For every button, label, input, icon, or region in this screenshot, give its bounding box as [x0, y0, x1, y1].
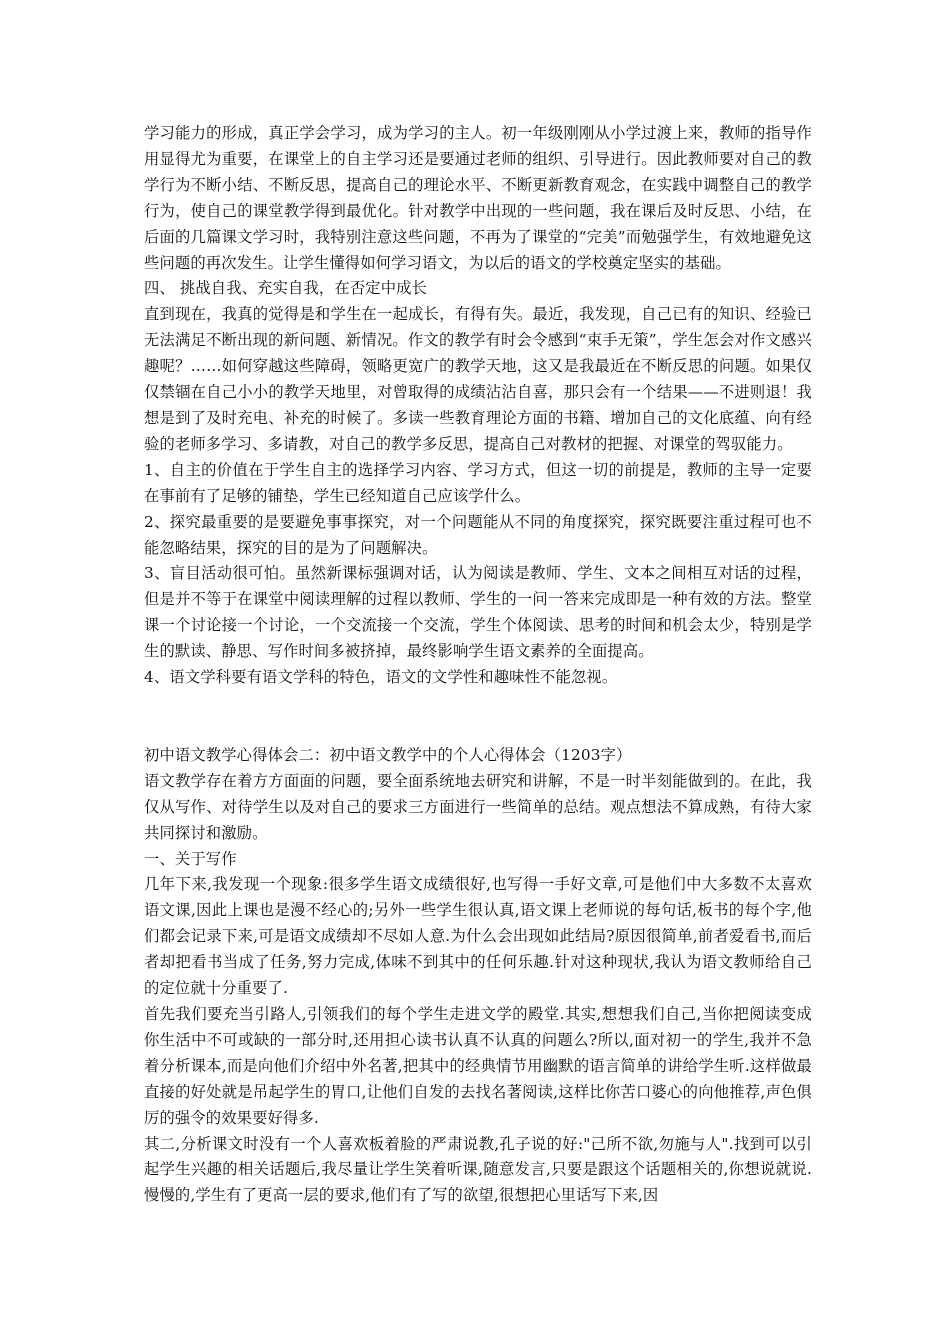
list-item: 2、探究最重要的是要避免事事探究，对一个问题能从不同的角度探究，探究既要注重过程可也不能忽略结果，探究的目的是为了问题解决。 — [144, 512, 812, 557]
document-page — [144, 121, 812, 1209]
list-item: 3、盲目活动很可怕。虽然新课标强调对话，认为阅读是教师、学生、文本之间相互对话的过程，但是并不等于在课堂中阅读理解的过程以教师、学生的一问一答来完成即是一种有效的方法。整堂课一个讨论接一个讨论，一个交流接一个交流，学生个体阅读、思考的时间和机会太少，特别是学生的默读、静思、写作时间多被挤掉，最终影响学生语文素养的全面提高。 — [144, 564, 812, 661]
paragraph: 语文教学存在着方方面面的问题，要全面系统地去研究和讲解，不是一时半刻能做到的。在此，我仅从写作、对待学生以及对自己的要求三方面进行一些简单的总结。观点想法不算成熟，有待大家共同探讨和激励。 — [144, 771, 812, 842]
paragraph: 学习能力的形成，真正学会学习，成为学习的主人。初一年级刚刚从小学过渡上来，教师的指导作用显得尤为重要，在课堂上的自主学习还是要通过老师的组织、引导进行。因此教师要对自己的教学行为不断小结、不断反思，提高自己的理论水平、不断更新教育观念，在实践中调整自己的教学行为，使自己的课堂教学得到最优化。针对教学中出现的一些问题，我在课后及时反思、小结，在后面的几篇课文学习时，我特别注意这些问题，不再为了课堂的“完美”而勉强学生，有效地避免这些问题的再次发生。让学生懂得如何学习语文，为以后的语文的学校奠定坚实的基础。 — [144, 124, 812, 272]
paragraph: 几年下来,我发现一个现象:很多学生语文成绩很好,也写得一手好文章,可是他们中大多数不太喜欢语文课,因此上课也是漫不经心的;另外一些学生很认真,语文课上老师说的每句话,板书的每个字,他们都会记录下来,可是语文成绩却不尽如人意.为什么会出现如此结局?原因很简单,前者爱看书,而后者却把看书当成了任务,努力完成,体味不到其中的任何乐趣.针对这种现状,我认为语文教师给自己的定位就十分重要了. — [144, 875, 812, 998]
section-heading: 一、关于写作 — [144, 849, 237, 868]
paragraph: 首先我们要充当引路人,引领我们的每个学生走进文学的殿堂.其实,想想我们自己,当你把阅读变成你生活中不可或缺的一部分时,还用担心读书认真不认真的问题么?所以,面对初一的学生,我并不急着分析课本,而是向他们介绍中外名著,把其中的经典情节用幽默的语言简单的讲给学生听.这样做最直接的好处就是吊起学生的胃口,让他们自发的去找名著阅读,这样比你苦口婆心的向他推荐,声色俱厉的强令的效果要好得多. — [144, 1005, 812, 1127]
section-heading: 四、 挑战自我、充实自我，在否定中成长 — [144, 279, 428, 298]
list-item: 4、语文学科要有语文学科的特色，语文的文学性和趣味性不能忽视。 — [144, 668, 618, 687]
article-title: 初中语文教学心得体会二：初中语文教学中的个人心得体会（1203字） — [144, 745, 632, 764]
section-spacer — [144, 691, 812, 743]
paragraph: 直到现在，我真的觉得是和学生在一起成长，有得有失。最近，我发现，自己已有的知识、经验已无法满足不断出现的新问题、新情况。作文的教学有时会令感到“束手无策”，学生怎会对作文感兴趣呢？……如何穿越这些障碍，领略更宽广的教学天地，这又是我最近在不断反思的问题。如果仅仅禁锢在自己小小的教学天地里，对曾取得的成绩沾沾自喜，那只会有一个结果——不进则退！我想是到了及时充电、补充的时候了。多读一些教育理论方面的书籍、增加自己的文化底蕴、向有经验的老师多学习、多请教，对自己的教学多反思，提高自己对教材的把握、对课堂的驾驭能力。 — [144, 305, 812, 453]
paragraph: 其二,分析课文时没有一个人喜欢板着脸的严肃说教,孔子说的好:"己所不欲,勿施与人".找到可以引起学生兴趣的相关话题后,我尽量让学生笑着听课,随意发言,只要是跟这个话题相关的,你想说就说.慢慢的,学生有了更高一层的要求,他们有了写的欲望,很想把心里话写下来,因 — [144, 1134, 812, 1205]
list-item: 1、自主的价值在于学生自主的选择学习内容、学习方式，但这一切的前提是，教师的主导一定要在事前有了足够的铺垫，学生已经知道自己应该学什么。 — [144, 460, 812, 505]
